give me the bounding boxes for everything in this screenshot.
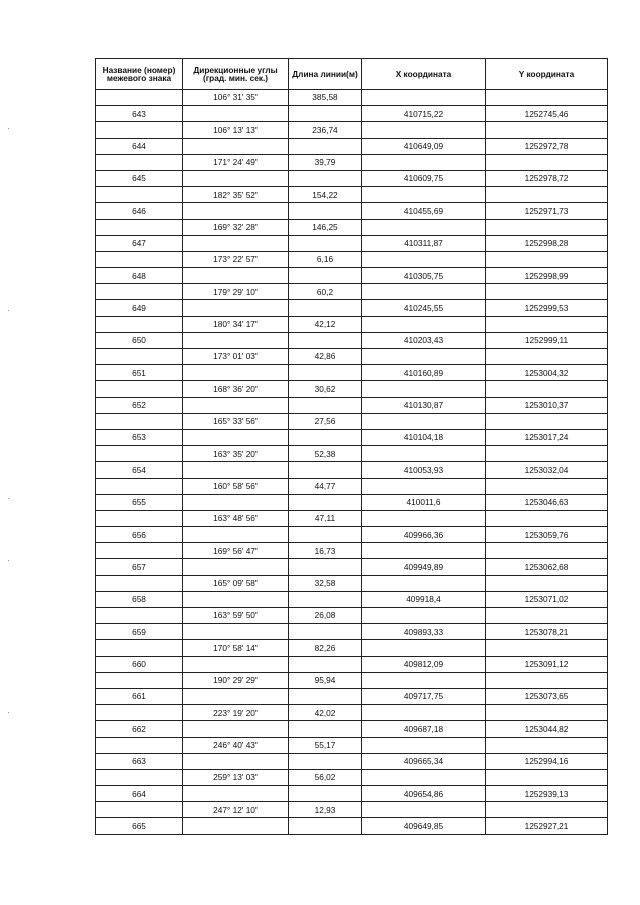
mark-name-cell bbox=[96, 705, 183, 721]
x-coordinate-cell bbox=[362, 154, 486, 170]
y-coordinate-cell bbox=[486, 672, 608, 688]
table-row bbox=[96, 721, 608, 737]
y-coordinate-cell: 1252999,53 bbox=[486, 300, 608, 316]
mark-name-cell: 655 bbox=[96, 494, 183, 510]
mark-name-cell bbox=[96, 737, 183, 753]
bearing-cell: 190° 29' 29" bbox=[183, 672, 289, 688]
table-row bbox=[96, 235, 608, 251]
mark-name-cell: 665 bbox=[96, 818, 183, 834]
y-coordinate-cell bbox=[486, 219, 608, 235]
table-row bbox=[96, 624, 608, 640]
x-coordinate-cell: 410305,75 bbox=[362, 268, 486, 284]
mark-name-cell bbox=[96, 219, 183, 235]
table-header-row bbox=[96, 59, 608, 90]
length-cell bbox=[289, 721, 362, 737]
y-coordinate-cell: 1252999,11 bbox=[486, 332, 608, 348]
mark-name-cell bbox=[96, 672, 183, 688]
bearing-cell: 106° 13' 13" bbox=[183, 122, 289, 138]
mark-name-cell: 645 bbox=[96, 170, 183, 186]
x-coordinate-cell: 410649,09 bbox=[362, 138, 486, 154]
table-row bbox=[96, 575, 608, 591]
table-body bbox=[96, 90, 608, 835]
mark-name-cell bbox=[96, 413, 183, 429]
length-cell bbox=[289, 332, 362, 348]
table-row bbox=[96, 769, 608, 785]
bearing-cell: 173° 22' 57" bbox=[183, 251, 289, 267]
x-coordinate-cell: 409649,85 bbox=[362, 818, 486, 834]
bearing-cell bbox=[183, 300, 289, 316]
mark-name-cell: 662 bbox=[96, 721, 183, 737]
x-coordinate-cell: 409893,33 bbox=[362, 624, 486, 640]
bearing-cell bbox=[183, 268, 289, 284]
table-row bbox=[96, 170, 608, 186]
mark-name-cell bbox=[96, 154, 183, 170]
mark-name-cell bbox=[96, 640, 183, 656]
length-cell: 12,93 bbox=[289, 802, 362, 818]
length-cell bbox=[289, 429, 362, 445]
x-coordinate-cell bbox=[362, 802, 486, 818]
x-coordinate-cell bbox=[362, 316, 486, 332]
length-cell bbox=[289, 203, 362, 219]
mark-name-cell: 644 bbox=[96, 138, 183, 154]
table-row bbox=[96, 349, 608, 365]
table-row bbox=[96, 753, 608, 769]
length-cell: 56,02 bbox=[289, 769, 362, 785]
y-coordinate-cell bbox=[486, 446, 608, 462]
y-coordinate-cell bbox=[486, 154, 608, 170]
mark-name-cell: 652 bbox=[96, 397, 183, 413]
y-coordinate-cell: 1253032,04 bbox=[486, 462, 608, 478]
length-cell bbox=[289, 462, 362, 478]
length-cell: 39,79 bbox=[289, 154, 362, 170]
header-angle bbox=[183, 59, 289, 90]
x-coordinate-cell: 410609,75 bbox=[362, 170, 486, 186]
length-cell: 154,22 bbox=[289, 187, 362, 203]
x-coordinate-cell: 410311,87 bbox=[362, 235, 486, 251]
y-coordinate-cell bbox=[486, 122, 608, 138]
y-coordinate-cell bbox=[486, 187, 608, 203]
mark-name-cell: 658 bbox=[96, 591, 183, 607]
table-row bbox=[96, 656, 608, 672]
table-row bbox=[96, 413, 608, 429]
length-cell bbox=[289, 818, 362, 834]
x-coordinate-cell bbox=[362, 543, 486, 559]
header-length: Длина линии(м) bbox=[289, 59, 362, 90]
bearing-cell bbox=[183, 203, 289, 219]
mark-name-cell bbox=[96, 316, 183, 332]
bearing-cell: 179° 29' 10" bbox=[183, 284, 289, 300]
x-coordinate-cell bbox=[362, 219, 486, 235]
table-row bbox=[96, 786, 608, 802]
x-coordinate-cell bbox=[362, 737, 486, 753]
length-cell: 146,25 bbox=[289, 219, 362, 235]
bearing-cell bbox=[183, 332, 289, 348]
table-row bbox=[96, 478, 608, 494]
mark-name-cell bbox=[96, 769, 183, 785]
length-cell bbox=[289, 624, 362, 640]
y-coordinate-cell bbox=[486, 284, 608, 300]
x-coordinate-cell bbox=[362, 640, 486, 656]
x-coordinate-cell bbox=[362, 769, 486, 785]
x-coordinate-cell: 410130,87 bbox=[362, 397, 486, 413]
x-coordinate-cell: 410203,43 bbox=[362, 332, 486, 348]
y-coordinate-cell: 1253062,68 bbox=[486, 559, 608, 575]
bearing-cell bbox=[183, 106, 289, 122]
length-cell bbox=[289, 527, 362, 543]
mark-name-cell bbox=[96, 349, 183, 365]
x-coordinate-cell bbox=[362, 672, 486, 688]
x-coordinate-cell bbox=[362, 446, 486, 462]
length-cell: 95,94 bbox=[289, 672, 362, 688]
length-cell: 55,17 bbox=[289, 737, 362, 753]
table-row bbox=[96, 300, 608, 316]
table-row bbox=[96, 268, 608, 284]
bearing-cell: 169° 56' 47" bbox=[183, 543, 289, 559]
header-x: X координата bbox=[362, 59, 486, 90]
table-row bbox=[96, 429, 608, 445]
table-row bbox=[96, 737, 608, 753]
table-row bbox=[96, 510, 608, 526]
length-cell: 26,08 bbox=[289, 608, 362, 624]
length-cell: 6,16 bbox=[289, 251, 362, 267]
x-coordinate-cell bbox=[362, 251, 486, 267]
x-coordinate-cell bbox=[362, 575, 486, 591]
coordinates-table bbox=[95, 58, 608, 835]
table-row bbox=[96, 154, 608, 170]
mark-name-cell bbox=[96, 575, 183, 591]
mark-name-cell: 643 bbox=[96, 106, 183, 122]
y-coordinate-cell: 1252745,46 bbox=[486, 106, 608, 122]
y-coordinate-cell: 1253044,82 bbox=[486, 721, 608, 737]
y-coordinate-cell: 1253071,02 bbox=[486, 591, 608, 607]
table-row bbox=[96, 251, 608, 267]
table-row bbox=[96, 122, 608, 138]
length-cell bbox=[289, 365, 362, 381]
x-coordinate-cell bbox=[362, 510, 486, 526]
mark-name-cell: 650 bbox=[96, 332, 183, 348]
x-coordinate-cell: 409687,18 bbox=[362, 721, 486, 737]
mark-name-cell bbox=[96, 608, 183, 624]
bearing-cell: 247° 12' 10" bbox=[183, 802, 289, 818]
header-name bbox=[96, 59, 183, 90]
x-coordinate-cell: 410011,6 bbox=[362, 494, 486, 510]
bearing-cell: 259° 13' 03" bbox=[183, 769, 289, 785]
length-cell bbox=[289, 397, 362, 413]
bearing-cell: 160° 58' 56" bbox=[183, 478, 289, 494]
mark-name-cell bbox=[96, 90, 183, 106]
x-coordinate-cell bbox=[362, 90, 486, 106]
table-row bbox=[96, 332, 608, 348]
bearing-cell: 246° 40' 43" bbox=[183, 737, 289, 753]
length-cell: 32,58 bbox=[289, 575, 362, 591]
y-coordinate-cell bbox=[486, 478, 608, 494]
mark-name-cell: 657 bbox=[96, 559, 183, 575]
table-row bbox=[96, 640, 608, 656]
header-name-line1: Название (номер) bbox=[102, 64, 176, 75]
y-coordinate-cell: 1253017,24 bbox=[486, 429, 608, 445]
y-coordinate-cell bbox=[486, 413, 608, 429]
table-row bbox=[96, 608, 608, 624]
bearing-cell bbox=[183, 591, 289, 607]
x-coordinate-cell: 409918,4 bbox=[362, 591, 486, 607]
mark-name-cell: 649 bbox=[96, 300, 183, 316]
mark-name-cell bbox=[96, 446, 183, 462]
y-coordinate-cell bbox=[486, 769, 608, 785]
length-cell: 42,86 bbox=[289, 349, 362, 365]
bearing-cell bbox=[183, 786, 289, 802]
length-cell: 47,11 bbox=[289, 510, 362, 526]
table-row bbox=[96, 316, 608, 332]
length-cell: 60,2 bbox=[289, 284, 362, 300]
table-row bbox=[96, 462, 608, 478]
y-coordinate-cell: 1253073,65 bbox=[486, 688, 608, 704]
x-coordinate-cell: 409654,86 bbox=[362, 786, 486, 802]
x-coordinate-cell: 409949,89 bbox=[362, 559, 486, 575]
length-cell bbox=[289, 494, 362, 510]
table-row bbox=[96, 90, 608, 106]
bearing-cell: 163° 59' 50" bbox=[183, 608, 289, 624]
bearing-cell bbox=[183, 527, 289, 543]
bearing-cell bbox=[183, 235, 289, 251]
mark-name-cell bbox=[96, 543, 183, 559]
y-coordinate-cell bbox=[486, 316, 608, 332]
x-coordinate-cell: 410455,69 bbox=[362, 203, 486, 219]
table-row bbox=[96, 397, 608, 413]
length-cell: 30,62 bbox=[289, 381, 362, 397]
x-coordinate-cell bbox=[362, 122, 486, 138]
length-cell: 16,73 bbox=[289, 543, 362, 559]
x-coordinate-cell bbox=[362, 705, 486, 721]
mark-name-cell bbox=[96, 284, 183, 300]
y-coordinate-cell bbox=[486, 90, 608, 106]
y-coordinate-cell: 1253010,37 bbox=[486, 397, 608, 413]
y-coordinate-cell bbox=[486, 381, 608, 397]
bearing-cell bbox=[183, 429, 289, 445]
bearing-cell bbox=[183, 138, 289, 154]
mark-name-cell bbox=[96, 381, 183, 397]
y-coordinate-cell bbox=[486, 802, 608, 818]
bearing-cell: 180° 34' 17" bbox=[183, 316, 289, 332]
bearing-cell: 173° 01' 03" bbox=[183, 349, 289, 365]
x-coordinate-cell: 410715,22 bbox=[362, 106, 486, 122]
header-angle-line2: (град. мин. сек.) bbox=[202, 73, 269, 83]
length-cell bbox=[289, 688, 362, 704]
bearing-cell bbox=[183, 170, 289, 186]
bearing-cell: 168° 36' 20" bbox=[183, 381, 289, 397]
y-coordinate-cell bbox=[486, 349, 608, 365]
bearing-cell bbox=[183, 397, 289, 413]
bearing-cell: 163° 48' 56" bbox=[183, 510, 289, 526]
bearing-cell bbox=[183, 688, 289, 704]
length-cell bbox=[289, 591, 362, 607]
table-row bbox=[96, 187, 608, 203]
bearing-cell: 165° 09' 58" bbox=[183, 575, 289, 591]
mark-name-cell: 654 bbox=[96, 462, 183, 478]
header-y: Y координата bbox=[486, 59, 608, 90]
mark-name-cell: 648 bbox=[96, 268, 183, 284]
length-cell bbox=[289, 106, 362, 122]
table-row bbox=[96, 494, 608, 510]
table-row bbox=[96, 688, 608, 704]
y-coordinate-cell: 1252927,21 bbox=[486, 818, 608, 834]
y-coordinate-cell bbox=[486, 640, 608, 656]
table-row bbox=[96, 284, 608, 300]
mark-name-cell bbox=[96, 122, 183, 138]
x-coordinate-cell bbox=[362, 608, 486, 624]
length-cell: 385,58 bbox=[289, 90, 362, 106]
header-angle-line1: Дирекционные углы bbox=[193, 64, 278, 75]
mark-name-cell bbox=[96, 478, 183, 494]
mark-name-cell: 661 bbox=[96, 688, 183, 704]
bearing-cell bbox=[183, 753, 289, 769]
bearing-cell bbox=[183, 721, 289, 737]
y-coordinate-cell bbox=[486, 737, 608, 753]
length-cell bbox=[289, 786, 362, 802]
header-name-line2: межевого знака bbox=[106, 73, 172, 83]
y-coordinate-cell bbox=[486, 705, 608, 721]
bearing-cell: 165° 33' 56" bbox=[183, 413, 289, 429]
table-row bbox=[96, 203, 608, 219]
length-cell bbox=[289, 559, 362, 575]
length-cell: 52,38 bbox=[289, 446, 362, 462]
mark-name-cell: 664 bbox=[96, 786, 183, 802]
y-coordinate-cell: 1253078,21 bbox=[486, 624, 608, 640]
mark-name-cell: 653 bbox=[96, 429, 183, 445]
length-cell bbox=[289, 170, 362, 186]
y-coordinate-cell: 1253091,12 bbox=[486, 656, 608, 672]
table-row bbox=[96, 219, 608, 235]
length-cell bbox=[289, 138, 362, 154]
y-coordinate-cell: 1252978,72 bbox=[486, 170, 608, 186]
x-coordinate-cell: 410053,93 bbox=[362, 462, 486, 478]
length-cell: 27,56 bbox=[289, 413, 362, 429]
bearing-cell: 163° 35' 20" bbox=[183, 446, 289, 462]
length-cell: 42,12 bbox=[289, 316, 362, 332]
y-coordinate-cell bbox=[486, 575, 608, 591]
bearing-cell bbox=[183, 818, 289, 834]
length-cell: 236,74 bbox=[289, 122, 362, 138]
y-coordinate-cell: 1253059,76 bbox=[486, 527, 608, 543]
mark-name-cell bbox=[96, 510, 183, 526]
x-coordinate-cell: 409717,75 bbox=[362, 688, 486, 704]
x-coordinate-cell bbox=[362, 381, 486, 397]
bearing-cell bbox=[183, 559, 289, 575]
y-coordinate-cell bbox=[486, 543, 608, 559]
table-row bbox=[96, 559, 608, 575]
length-cell bbox=[289, 268, 362, 284]
bearing-cell bbox=[183, 462, 289, 478]
mark-name-cell bbox=[96, 802, 183, 818]
y-coordinate-cell: 1253004,32 bbox=[486, 365, 608, 381]
y-coordinate-cell: 1253046,63 bbox=[486, 494, 608, 510]
table-row bbox=[96, 138, 608, 154]
table-row bbox=[96, 818, 608, 834]
length-cell: 42,02 bbox=[289, 705, 362, 721]
table-row bbox=[96, 527, 608, 543]
x-coordinate-cell bbox=[362, 284, 486, 300]
table-row bbox=[96, 543, 608, 559]
mark-name-cell: 646 bbox=[96, 203, 183, 219]
table-row bbox=[96, 381, 608, 397]
table-row bbox=[96, 705, 608, 721]
length-cell: 44,77 bbox=[289, 478, 362, 494]
bearing-cell: 106° 31' 35" bbox=[183, 90, 289, 106]
x-coordinate-cell bbox=[362, 187, 486, 203]
mark-name-cell bbox=[96, 187, 183, 203]
mark-name-cell: 656 bbox=[96, 527, 183, 543]
x-coordinate-cell bbox=[362, 478, 486, 494]
table-row bbox=[96, 365, 608, 381]
y-coordinate-cell: 1252972,78 bbox=[486, 138, 608, 154]
x-coordinate-cell bbox=[362, 349, 486, 365]
bearing-cell: 169° 32' 28" bbox=[183, 219, 289, 235]
x-coordinate-cell: 410245,55 bbox=[362, 300, 486, 316]
y-coordinate-cell: 1252971,73 bbox=[486, 203, 608, 219]
bearing-cell: 170° 58' 14" bbox=[183, 640, 289, 656]
y-coordinate-cell: 1252998,99 bbox=[486, 268, 608, 284]
bearing-cell bbox=[183, 365, 289, 381]
table-row bbox=[96, 446, 608, 462]
bearing-cell bbox=[183, 624, 289, 640]
y-coordinate-cell: 1252939,13 bbox=[486, 786, 608, 802]
mark-name-cell: 659 bbox=[96, 624, 183, 640]
x-coordinate-cell bbox=[362, 413, 486, 429]
mark-name-cell: 660 bbox=[96, 656, 183, 672]
length-cell: 82,26 bbox=[289, 640, 362, 656]
bearing-cell: 223° 19' 20" bbox=[183, 705, 289, 721]
bearing-cell: 182° 35' 52" bbox=[183, 187, 289, 203]
length-cell bbox=[289, 300, 362, 316]
y-coordinate-cell bbox=[486, 608, 608, 624]
x-coordinate-cell: 409665,34 bbox=[362, 753, 486, 769]
y-coordinate-cell bbox=[486, 510, 608, 526]
bearing-cell bbox=[183, 494, 289, 510]
x-coordinate-cell: 409966,36 bbox=[362, 527, 486, 543]
mark-name-cell: 647 bbox=[96, 235, 183, 251]
x-coordinate-cell: 410160,89 bbox=[362, 365, 486, 381]
mark-name-cell: 663 bbox=[96, 753, 183, 769]
table-row bbox=[96, 106, 608, 122]
bearing-cell bbox=[183, 656, 289, 672]
bearing-cell: 171° 24' 49" bbox=[183, 154, 289, 170]
table-row bbox=[96, 802, 608, 818]
table-row bbox=[96, 591, 608, 607]
table-row bbox=[96, 672, 608, 688]
y-coordinate-cell: 1252998,28 bbox=[486, 235, 608, 251]
length-cell bbox=[289, 656, 362, 672]
length-cell bbox=[289, 235, 362, 251]
mark-name-cell bbox=[96, 251, 183, 267]
mark-name-cell: 651 bbox=[96, 365, 183, 381]
x-coordinate-cell: 409812,09 bbox=[362, 656, 486, 672]
x-coordinate-cell: 410104,18 bbox=[362, 429, 486, 445]
y-coordinate-cell: 1252994,16 bbox=[486, 753, 608, 769]
y-coordinate-cell bbox=[486, 251, 608, 267]
length-cell bbox=[289, 753, 362, 769]
